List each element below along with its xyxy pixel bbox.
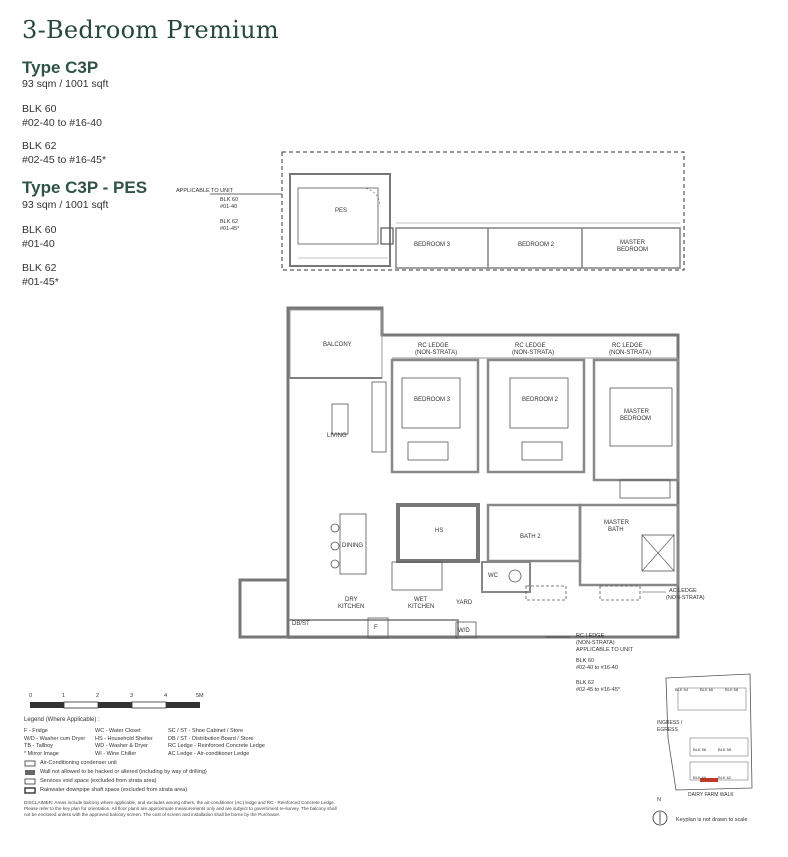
legend-item: DB / ST - Distribution Board / Store	[168, 735, 254, 742]
downpipe-swatch	[25, 788, 35, 793]
legend-item: AC Ledge - Air-conditioner Ledge	[168, 750, 250, 757]
bedroom3-wall	[392, 360, 478, 472]
hob	[392, 562, 442, 590]
fridge-label: F	[374, 625, 378, 631]
fridge	[368, 618, 388, 638]
pes-blk62: BLK 62	[220, 219, 239, 225]
keyplan-note: Keyplan is not drawn to scale	[676, 817, 748, 823]
scale-tick: 3	[130, 693, 134, 699]
legend-col1	[24, 728, 85, 758]
downpipe-shaft	[381, 228, 393, 244]
rc-ledge-label: RC LEDGE	[418, 343, 449, 349]
legend-item: Air-Conditioning condenser unit	[40, 760, 117, 766]
wardrobe	[408, 442, 448, 460]
master-bath-wall	[580, 505, 678, 585]
legend-item: SC / ST - Shoe Cabinet / Store	[168, 728, 244, 734]
scale-tick: 4	[164, 693, 168, 699]
legend-col3	[168, 728, 265, 758]
master-bedroom-line2: BEDROOM	[620, 416, 652, 422]
applicable-label: APPLICABLE TO UNIT	[176, 188, 233, 194]
north-label: N	[657, 797, 661, 803]
legend-col2	[95, 728, 153, 758]
legend-heading: Legend (Where Applicable) :	[24, 717, 100, 723]
pes-unit62: #01-45*	[220, 226, 240, 232]
keyplan-blk62: BLK 62	[718, 775, 732, 780]
wet-kitchen-line1: WET	[414, 597, 428, 603]
keyplan-ingress-line1: INGRESS /	[657, 720, 683, 726]
scale-tick: 5M	[196, 693, 204, 699]
scale-tick: 1	[62, 693, 66, 699]
keyplan-road: DAIRY FARM WALK	[688, 792, 734, 798]
scale-bar	[28, 700, 208, 712]
unit-type-c3p: Type C3P	[22, 58, 99, 77]
balcony-label: BALCONY	[323, 342, 352, 348]
wd-label: W/D	[458, 628, 470, 634]
unit-area: 93 sqm / 1001 sqft	[22, 199, 109, 211]
legend-item: Rainwater downpipe shaft space (excluded from strata area)	[40, 787, 188, 793]
chair	[331, 542, 339, 550]
rc-ledge-sub: (NON-STRATA)	[415, 350, 458, 356]
rc-ledge2-label: RC LEDGE	[576, 633, 605, 639]
bed-icon	[402, 378, 460, 428]
pes-bedroom3: BEDROOM 3	[414, 242, 451, 248]
kitchen-counter	[288, 620, 458, 638]
unit-area: 93 sqm / 1001 sqft	[22, 78, 109, 90]
rc-ledge-sub: (NON-STRATA)	[609, 350, 652, 356]
keyplan-blk64: BLK 64	[675, 687, 689, 692]
legend-item: WC - Water Closet	[95, 728, 141, 734]
north-arrow-icon	[650, 806, 670, 828]
block-units: #02-45 to #16-45*	[22, 154, 107, 166]
wc-label: WC	[488, 573, 498, 579]
block-label: BLK 60	[22, 224, 57, 236]
dining-label: DINING	[342, 543, 363, 549]
pes-bedroom2: BEDROOM 2	[518, 242, 555, 248]
legend-item: Wall not allowed to be hacked or altered (including by way of drilling)	[40, 769, 207, 775]
wall-swatch	[25, 770, 35, 775]
block-units: #02-40 to #16-40	[22, 117, 102, 129]
plan-units62: #02-45 to #16-45*	[576, 687, 621, 693]
bath2-wall	[488, 505, 580, 561]
pes-unit60: #01-40	[220, 204, 238, 210]
scale-seg	[98, 702, 132, 708]
plan-blk62: BLK 62	[576, 680, 595, 686]
coffee-table	[332, 404, 348, 434]
dbst-label: DB/ST	[292, 621, 310, 627]
door-swing	[362, 188, 380, 206]
legend-item: WD - Washer & Dryer	[95, 743, 148, 749]
ac-ledge-sub: (NON-STRATA)	[666, 595, 705, 601]
pes-area	[298, 188, 378, 244]
toilet-icon	[509, 570, 521, 582]
block-units: #01-40	[22, 238, 55, 250]
bedroom3-label: BEDROOM 3	[414, 397, 451, 403]
hs-label: HS	[435, 528, 444, 534]
block-label: BLK 62	[22, 262, 57, 274]
bath2-label: BATH 2	[520, 534, 541, 540]
plan-blk60: BLK 60	[576, 658, 595, 664]
scale-tick: 0	[29, 693, 33, 699]
wardrobe	[620, 480, 670, 498]
pes-blk60: BLK 60	[220, 197, 239, 203]
bedroom2-wall	[488, 360, 584, 472]
scale-seg	[132, 702, 166, 708]
pes-master-line1: MASTER	[620, 240, 646, 246]
legend-item: W/D - Washer cum Dryer	[24, 735, 86, 742]
block-label: BLK 60	[22, 103, 57, 115]
master-bath-line1: MASTER	[604, 520, 630, 526]
legend-item: * Mirror Image	[24, 750, 59, 757]
legend-item: HS - Household Shelter	[95, 735, 153, 742]
plan-units60: #02-40 to #16-40	[576, 665, 618, 671]
legend-item: RC Ledge - Reinforced Concrete Ledge	[168, 743, 265, 749]
rc-ledge-sub: (NON-STRATA)	[512, 350, 555, 356]
master-bath-line2: BATH	[608, 527, 624, 533]
legend-swatches	[24, 760, 38, 796]
scale-seg	[30, 702, 64, 708]
scale-tick: 2	[96, 693, 100, 699]
legend-item: Services void space (excluded from strata area)	[40, 778, 157, 784]
legend-item: WI - Wine Chiller	[95, 750, 137, 757]
keyplan-blk68: BLK 68	[725, 687, 739, 692]
scale-seg	[64, 702, 98, 708]
wet-kitchen-line2: KITCHEN	[408, 604, 435, 610]
rc-ledge2-sub: (NON-STRATA)	[576, 640, 615, 646]
pes-master-line2: BEDROOM	[617, 247, 649, 253]
keyplan-blk56: BLK 56	[693, 747, 707, 752]
wardrobe	[522, 442, 562, 460]
scale-seg	[166, 702, 200, 708]
bedroom2-label: BEDROOM 2	[522, 397, 559, 403]
block-units: #01-45*	[22, 276, 59, 288]
keyplan-blk66: BLK 66	[700, 687, 714, 692]
disclaimer: DISCLAIMER: Areas include balcony where applicable, and excludes among others, the air-conditioner (AC) ledge and RC - Reinforced Concrete Ledge. Please refer to the key plan for orientation. All floor plans are approximate measurements only and are subject to government re-survey. The balcony shall not be enclosed unless with the approved balcony screen. The cost of screen and installation shall be borne by the Purchaser.	[24, 800, 337, 818]
ac-unit	[600, 586, 640, 600]
master-bedroom-line1: MASTER	[624, 409, 650, 415]
pes-plan	[170, 148, 690, 278]
applicable-label: APPLICABLE TO UNIT	[576, 647, 633, 653]
legend-item: F - Fridge	[24, 728, 48, 734]
ac-swatch	[25, 761, 35, 766]
keyplan-blk58: BLK 58	[718, 747, 732, 752]
legend-item: TB - Tallboy	[24, 743, 53, 749]
sofa	[372, 382, 386, 452]
chair	[331, 560, 339, 568]
legend-items	[40, 759, 207, 795]
page-title: 3-Bedroom Premium	[22, 16, 279, 44]
rc-ledge-label: RC LEDGE	[612, 343, 643, 349]
rc-ledge-label: RC LEDGE	[515, 343, 546, 349]
void-swatch	[25, 779, 35, 784]
chair	[331, 524, 339, 532]
block-label: BLK 62	[22, 140, 57, 152]
dry-kitchen-line2: KITCHEN	[338, 604, 365, 610]
ac-unit	[526, 586, 566, 600]
pes-label: PES	[335, 208, 348, 214]
ac-ledge-label: AC LEDGE	[669, 588, 697, 594]
keyplan-blk60: BLK 60	[693, 775, 707, 780]
dry-kitchen-line1: DRY	[345, 597, 358, 603]
bed-icon	[510, 378, 568, 428]
entry-wall	[240, 580, 288, 637]
yard-label: YARD	[456, 600, 473, 606]
living-label: LIVING	[327, 433, 347, 439]
keyplan-ingress-line2: EGRESS	[657, 727, 678, 733]
unit-type-c3p-pes: Type C3P - PES	[22, 178, 148, 197]
